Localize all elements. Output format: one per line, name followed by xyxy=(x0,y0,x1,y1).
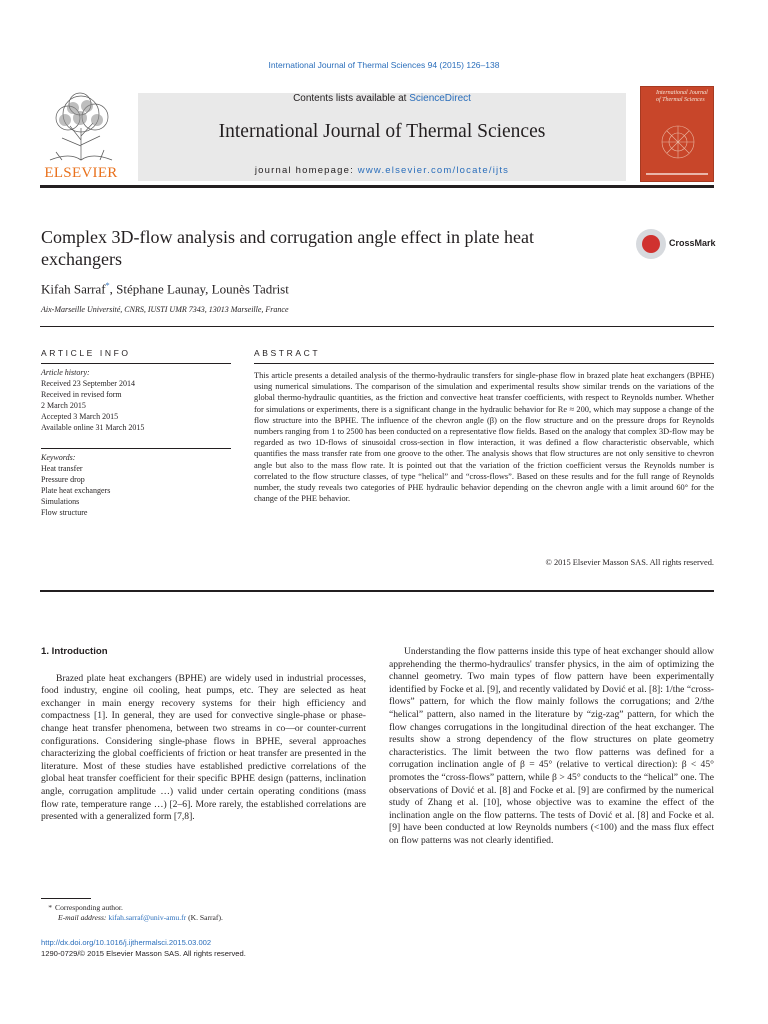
author-names-rest: , Stéphane Launay, Lounès Tadrist xyxy=(109,281,289,297)
email-label: E-mail address: xyxy=(58,913,109,923)
abstract-copyright: © 2015 Elsevier Masson SAS. All rights reserved. xyxy=(545,558,714,567)
body-column-right xyxy=(389,646,714,848)
sciencedirect-link[interactable]: ScienceDirect xyxy=(409,93,471,104)
history-item: Received in revised form xyxy=(41,390,122,399)
keyword: Pressure drop xyxy=(41,475,85,484)
abstract-text: This article presents a detailed analysis of the thermo-hydraulic transfers for single-phase flow in brazed plate heat exchangers (BPHE) using numerical simulations. The comparison of the simulation and experimental results show similar trends on the variations of the global thermo-hydraulic quantities, as the friction and convective heat transfer coefficients, with respect to Reynolds number. Whether for simulations or experiments, there is a significant change in the hydraulic behavior for Re ≈ 200, which may suppose a change of the flow structure into the BPHE. The influence of the chevron angle (β) on the flow structure and on the pressure drops for Reynolds numbers ranging from 1 to 2500 has been conducted on a representative flow fields. Based on the analogy that complex 3D-flow may be regarded as two 1D-flows of sinusoidal cross-section in flow interaction, it was defined a flow characteristic observable, which quantifies the mass transfer rate from one groove to the other. The analysis shows that flow structures are not only sensitive to chevron angle but also to the mass flow rate. It is pointed out that the variation of the friction coefficient versus the Reynolds number is correlated to the flow structure classes, of type “helical” and “cross-flows”. Based on these results and for the full range of Reynolds number, the study reveals two categories of PHE hydraulic behavior depending on the chevron angle with a limit around 60° for the change of the PHE behavior. xyxy=(254,371,714,504)
contents-line xyxy=(138,93,626,104)
journal-cover-thumbnail[interactable] xyxy=(640,86,714,182)
journal-homepage-line xyxy=(138,165,626,176)
keyword: Simulations xyxy=(41,497,80,506)
corresponding-note xyxy=(41,903,371,913)
keyword: Plate heat exchangers xyxy=(41,486,111,495)
crossmark-icon xyxy=(636,229,666,259)
doi-link[interactable]: http://dx.doi.org/10.1016/j.ijthermalsci.2015.03.002 xyxy=(41,938,212,947)
footnote-rule xyxy=(41,898,91,899)
article-history xyxy=(41,363,231,433)
elsevier-wordmark: ELSEVIER xyxy=(44,165,118,181)
article-info-heading: ARTICLE INFO xyxy=(41,348,131,358)
article-title: Complex 3D-flow analysis and corrugation angle effect in plate heat exchangers xyxy=(41,227,535,269)
homepage-prefix: journal homepage: xyxy=(254,165,358,176)
section-heading-introduction: 1. Introduction xyxy=(41,646,108,657)
journal-header-band xyxy=(138,93,626,181)
author-list xyxy=(41,281,289,297)
history-item: 2 March 2015 xyxy=(41,401,86,410)
cover-title: International Journal of Thermal Sciences xyxy=(656,90,708,103)
keyword: Flow structure xyxy=(41,508,88,517)
crossmark-label: CrossMark xyxy=(669,238,716,248)
abstract-heading: ABSTRACT xyxy=(254,348,321,358)
footnote-mark: * xyxy=(48,903,52,912)
corresponding-author-link[interactable]: * xyxy=(105,281,110,290)
journal-homepage-link[interactable]: www.elsevier.com/locate/ijts xyxy=(357,165,510,176)
email-note xyxy=(41,913,371,923)
abstract-bottom-rule xyxy=(40,590,714,592)
contents-prefix: Contents lists available at xyxy=(293,93,410,104)
keywords-rule xyxy=(41,448,231,449)
history-item: Available online 31 March 2015 xyxy=(41,423,145,432)
keyword: Heat transfer xyxy=(41,464,83,473)
header-rule xyxy=(40,185,714,188)
email-suffix: (K. Sarraf). xyxy=(186,913,223,923)
journal-title: International Journal of Thermal Sciences xyxy=(218,121,546,142)
cover-stripe xyxy=(646,173,708,175)
history-item: Received 23 September 2014 xyxy=(41,379,135,388)
history-item: Accepted 3 March 2015 xyxy=(41,412,119,421)
body-column-left xyxy=(41,646,366,824)
issn-copyright: 1290-0729/© 2015 Elsevier Masson SAS. All rights reserved. xyxy=(41,949,246,958)
footnote xyxy=(41,903,371,924)
author-email-link[interactable]: kifah.sarraf@univ-amu.fr xyxy=(108,913,187,923)
history-rule xyxy=(41,363,231,364)
affiliation: Aix-Marseille Université, CNRS, IUSTI UMR 7343, 13013 Marseille, France xyxy=(41,305,289,314)
journal-citation-link[interactable]: International Journal of Thermal Sciences 94 (2015) 126–138 xyxy=(268,60,500,70)
keywords-label: Keywords: xyxy=(41,453,76,462)
history-label: Article history: xyxy=(41,368,90,377)
crossmark-button[interactable] xyxy=(636,229,716,259)
corresponding-text: Corresponding author. xyxy=(55,903,123,912)
body-paragraph: Understanding the flow patterns inside this type of heat exchanger should allow apprehending the thermo-hydraulics' transfer physics, in the aim of optimizing the channel geometry. Two main types of flow pattern have been experimentally identified by Focke et al. [9], and recently validated by Dović et al. [8]: 1/the “cross-flows” pattern, for which the flow mainly follows the corrugations; and 2/the “helical” pattern, also named in the literature by “zig-zag” pattern, for which the flow changes corrugations in the longitudinal direction of the heat exchanger. The results show a strong dependency of the flow structures on plate geometry characteristics. The limit between the two flow patterns was defined for a corrugation inclination angle of β = 45° (relative to vertical direction): β < 45° promotes the “cross-flows” pattern, while β > 45° conducts to the “helical” one. The observations of Dović et al. [8] and Focke et al. [9] are confirmed by the numerical study of Zhang et al. [10], whose objective was to examine the effect of the inclination angle on the flow patterns. The tests of Dović et al. [8] and Focke et al. [9] have been conducted at low Reynolds numbers (<100) and the mass flux effect on flow patterns was not clearly identified. xyxy=(389,646,715,846)
authors-rule xyxy=(40,326,714,327)
author-name: Kifah Sarraf xyxy=(41,281,106,297)
keywords xyxy=(41,448,231,518)
abstract-rule xyxy=(254,363,714,364)
body-paragraph: Brazed plate heat exchangers (BPHE) are widely used in industrial processes, food industry, engine oil cooling, heat pumps, etc. They are selected as heat exchanger in main energy recovery systems for their high efficiency and compactness [1]. In general, they are used for convective single-phase or phase-change heat transfer phenomena, between two streams in co—or counter-current configurations. Considering single-phase flows in BPHE, several approaches characterizing the global coefficients of friction or heat transfer are presented in the literature. Most of these studies have established predictive correlations of the global heat transfer coefficient for their specific BPHE design (patterns, inclination angle, corrugation amplitude …) valid under certain operating conditions (mass flow rate, temperature range …) [2–6]. More rarely, the established correlations are presented with a generalized form [7,8]. xyxy=(41,672,366,823)
cover-art-icon xyxy=(651,117,705,167)
